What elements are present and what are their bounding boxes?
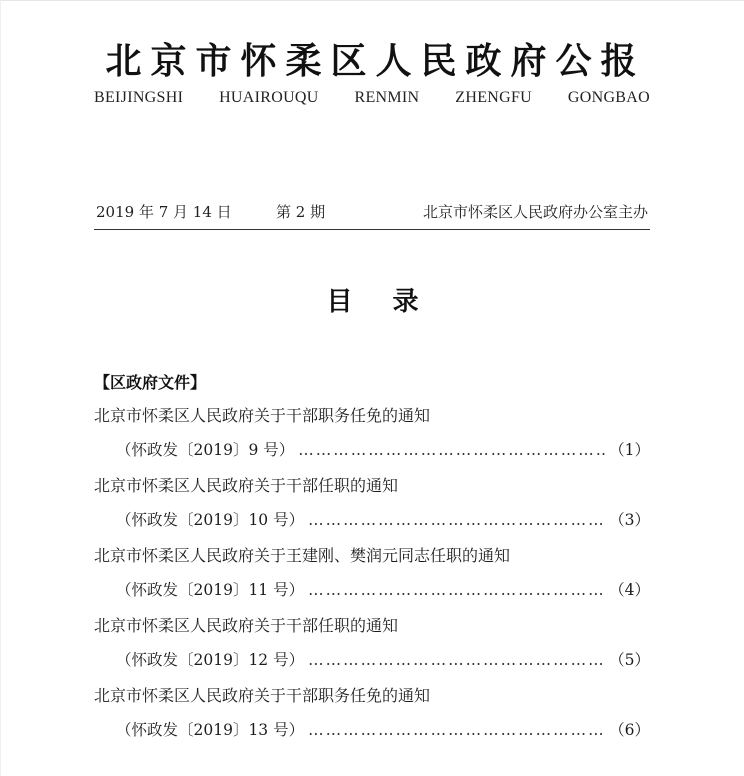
toc-item-doc-number: （怀政发〔2019〕13 号）: [116, 721, 305, 739]
issue-date: 2019 年 7 月 14 日: [96, 203, 232, 221]
pinyin-word: ZHENGFU: [455, 89, 533, 106]
toc-item[interactable]: [94, 613, 650, 683]
toc-item-title[interactable]: 北京市怀柔区人民政府关于干部职务任免的通知: [94, 406, 431, 425]
toc-leader-dots: [308, 721, 605, 739]
toc-item-page: （4）: [609, 581, 650, 599]
toc-title: 目录: [326, 287, 459, 317]
issue-host: 北京市怀柔区人民政府办公室主办: [422, 203, 648, 221]
toc-item-title[interactable]: 北京市怀柔区人民政府关于干部任职的通知: [94, 476, 399, 495]
toc-leader-dots: [308, 581, 605, 599]
toc-item-ref-line: [116, 718, 650, 740]
toc-item[interactable]: [94, 473, 650, 543]
toc-item-page: （5）: [609, 651, 650, 669]
issue-info-line: [94, 201, 650, 230]
toc-item[interactable]: [94, 683, 650, 753]
toc-section-heading: 【区政府文件】: [94, 373, 207, 392]
toc-item-ref-line: [116, 648, 650, 670]
toc-item-doc-number: （怀政发〔2019〕9 号）: [116, 441, 295, 459]
toc-item-page: （6）: [609, 721, 650, 739]
toc-item-title[interactable]: 北京市怀柔区人民政府关于干部任职的通知: [94, 616, 399, 635]
toc-leader-dots: [298, 441, 605, 459]
toc-item-title[interactable]: 北京市怀柔区人民政府关于干部职务任免的通知: [94, 686, 431, 705]
issue-number: 第 2 期: [276, 203, 326, 221]
toc-item-doc-number: （怀政发〔2019〕10 号）: [116, 511, 305, 529]
toc-item-doc-number: （怀政发〔2019〕12 号）: [116, 651, 305, 669]
masthead-title: 北京市怀柔区人民政府公报: [105, 41, 646, 82]
toc-item[interactable]: [94, 403, 650, 473]
pinyin-word: RENMIN: [354, 89, 420, 106]
masthead-pinyin: [94, 89, 650, 107]
toc-item-ref-line: [116, 578, 650, 600]
pinyin-word: GONGBAO: [567, 89, 650, 106]
toc-list: [94, 403, 650, 753]
toc-leader-dots: [308, 651, 605, 669]
toc-item-page: （3）: [609, 511, 650, 529]
toc-item-title[interactable]: 北京市怀柔区人民政府关于王建刚、樊润元同志任职的通知: [94, 546, 511, 565]
toc-item[interactable]: [94, 543, 650, 613]
toc-item-ref-line: [116, 438, 650, 460]
toc-item-ref-line: [116, 508, 650, 530]
toc-item-page: （1）: [609, 441, 650, 459]
pinyin-word: BEIJINGSHI: [94, 89, 184, 106]
toc-item-doc-number: （怀政发〔2019〕11 号）: [116, 581, 305, 599]
toc-leader-dots: [308, 511, 605, 529]
pinyin-word: HUAIROUQU: [219, 89, 319, 106]
